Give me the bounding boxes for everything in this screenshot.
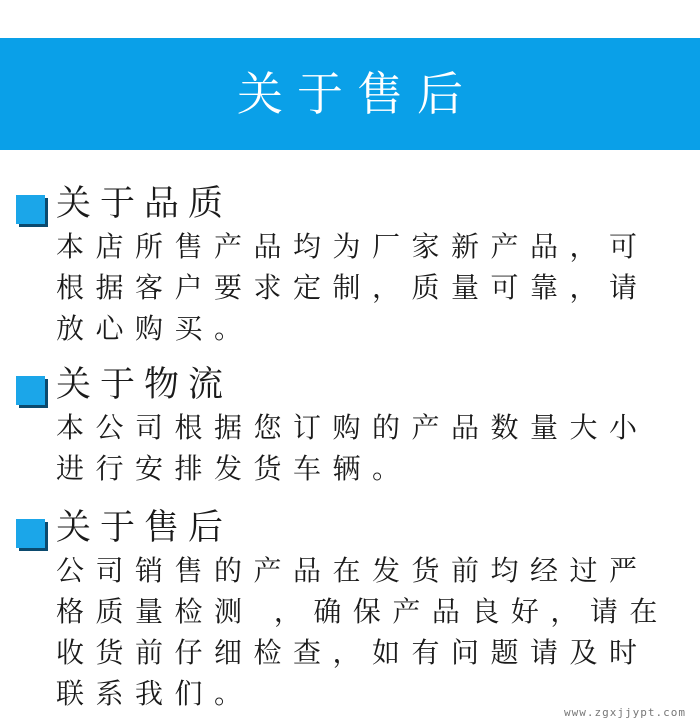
body-line: 格质量检测 ，确保产品良好，请在 [56, 595, 669, 628]
section-body [0, 407, 676, 489]
body-line: 根据客户要求定制，质量可靠，请 [56, 271, 649, 304]
section-heading-row [0, 363, 700, 407]
section-heading-row [0, 506, 700, 550]
section-body [0, 226, 676, 349]
section-after-sales [0, 506, 700, 714]
watermark-url: www.zgxjjypt.com [564, 706, 686, 719]
banner-title: 关于售后 [237, 67, 477, 121]
body-line: 进行安排发货车辆。 [56, 452, 412, 485]
section-heading: 关于售后 [56, 508, 233, 548]
body-line: 本公司根据您订购的产品数量大小 [56, 411, 649, 444]
blue-square-bullet-icon [16, 376, 48, 408]
section-logistics [0, 363, 700, 489]
section-heading-row [0, 182, 700, 226]
body-line: 联系我们。 [56, 677, 254, 710]
blue-square-bullet-icon [16, 195, 48, 227]
section-quality [0, 182, 700, 349]
blue-square-bullet-icon [16, 519, 48, 551]
header-banner [0, 38, 700, 150]
section-heading: 关于物流 [56, 365, 233, 405]
body-line: 本店所售产品均为厂家新产品，可 [56, 230, 649, 263]
section-heading: 关于品质 [56, 184, 233, 224]
body-line: 收货前仔细检查，如有问题请及时 [56, 636, 649, 669]
section-body [0, 550, 676, 714]
body-line: 放心购买。 [56, 312, 254, 345]
body-line: 公司销售的产品在发货前均经过严 [56, 554, 649, 587]
